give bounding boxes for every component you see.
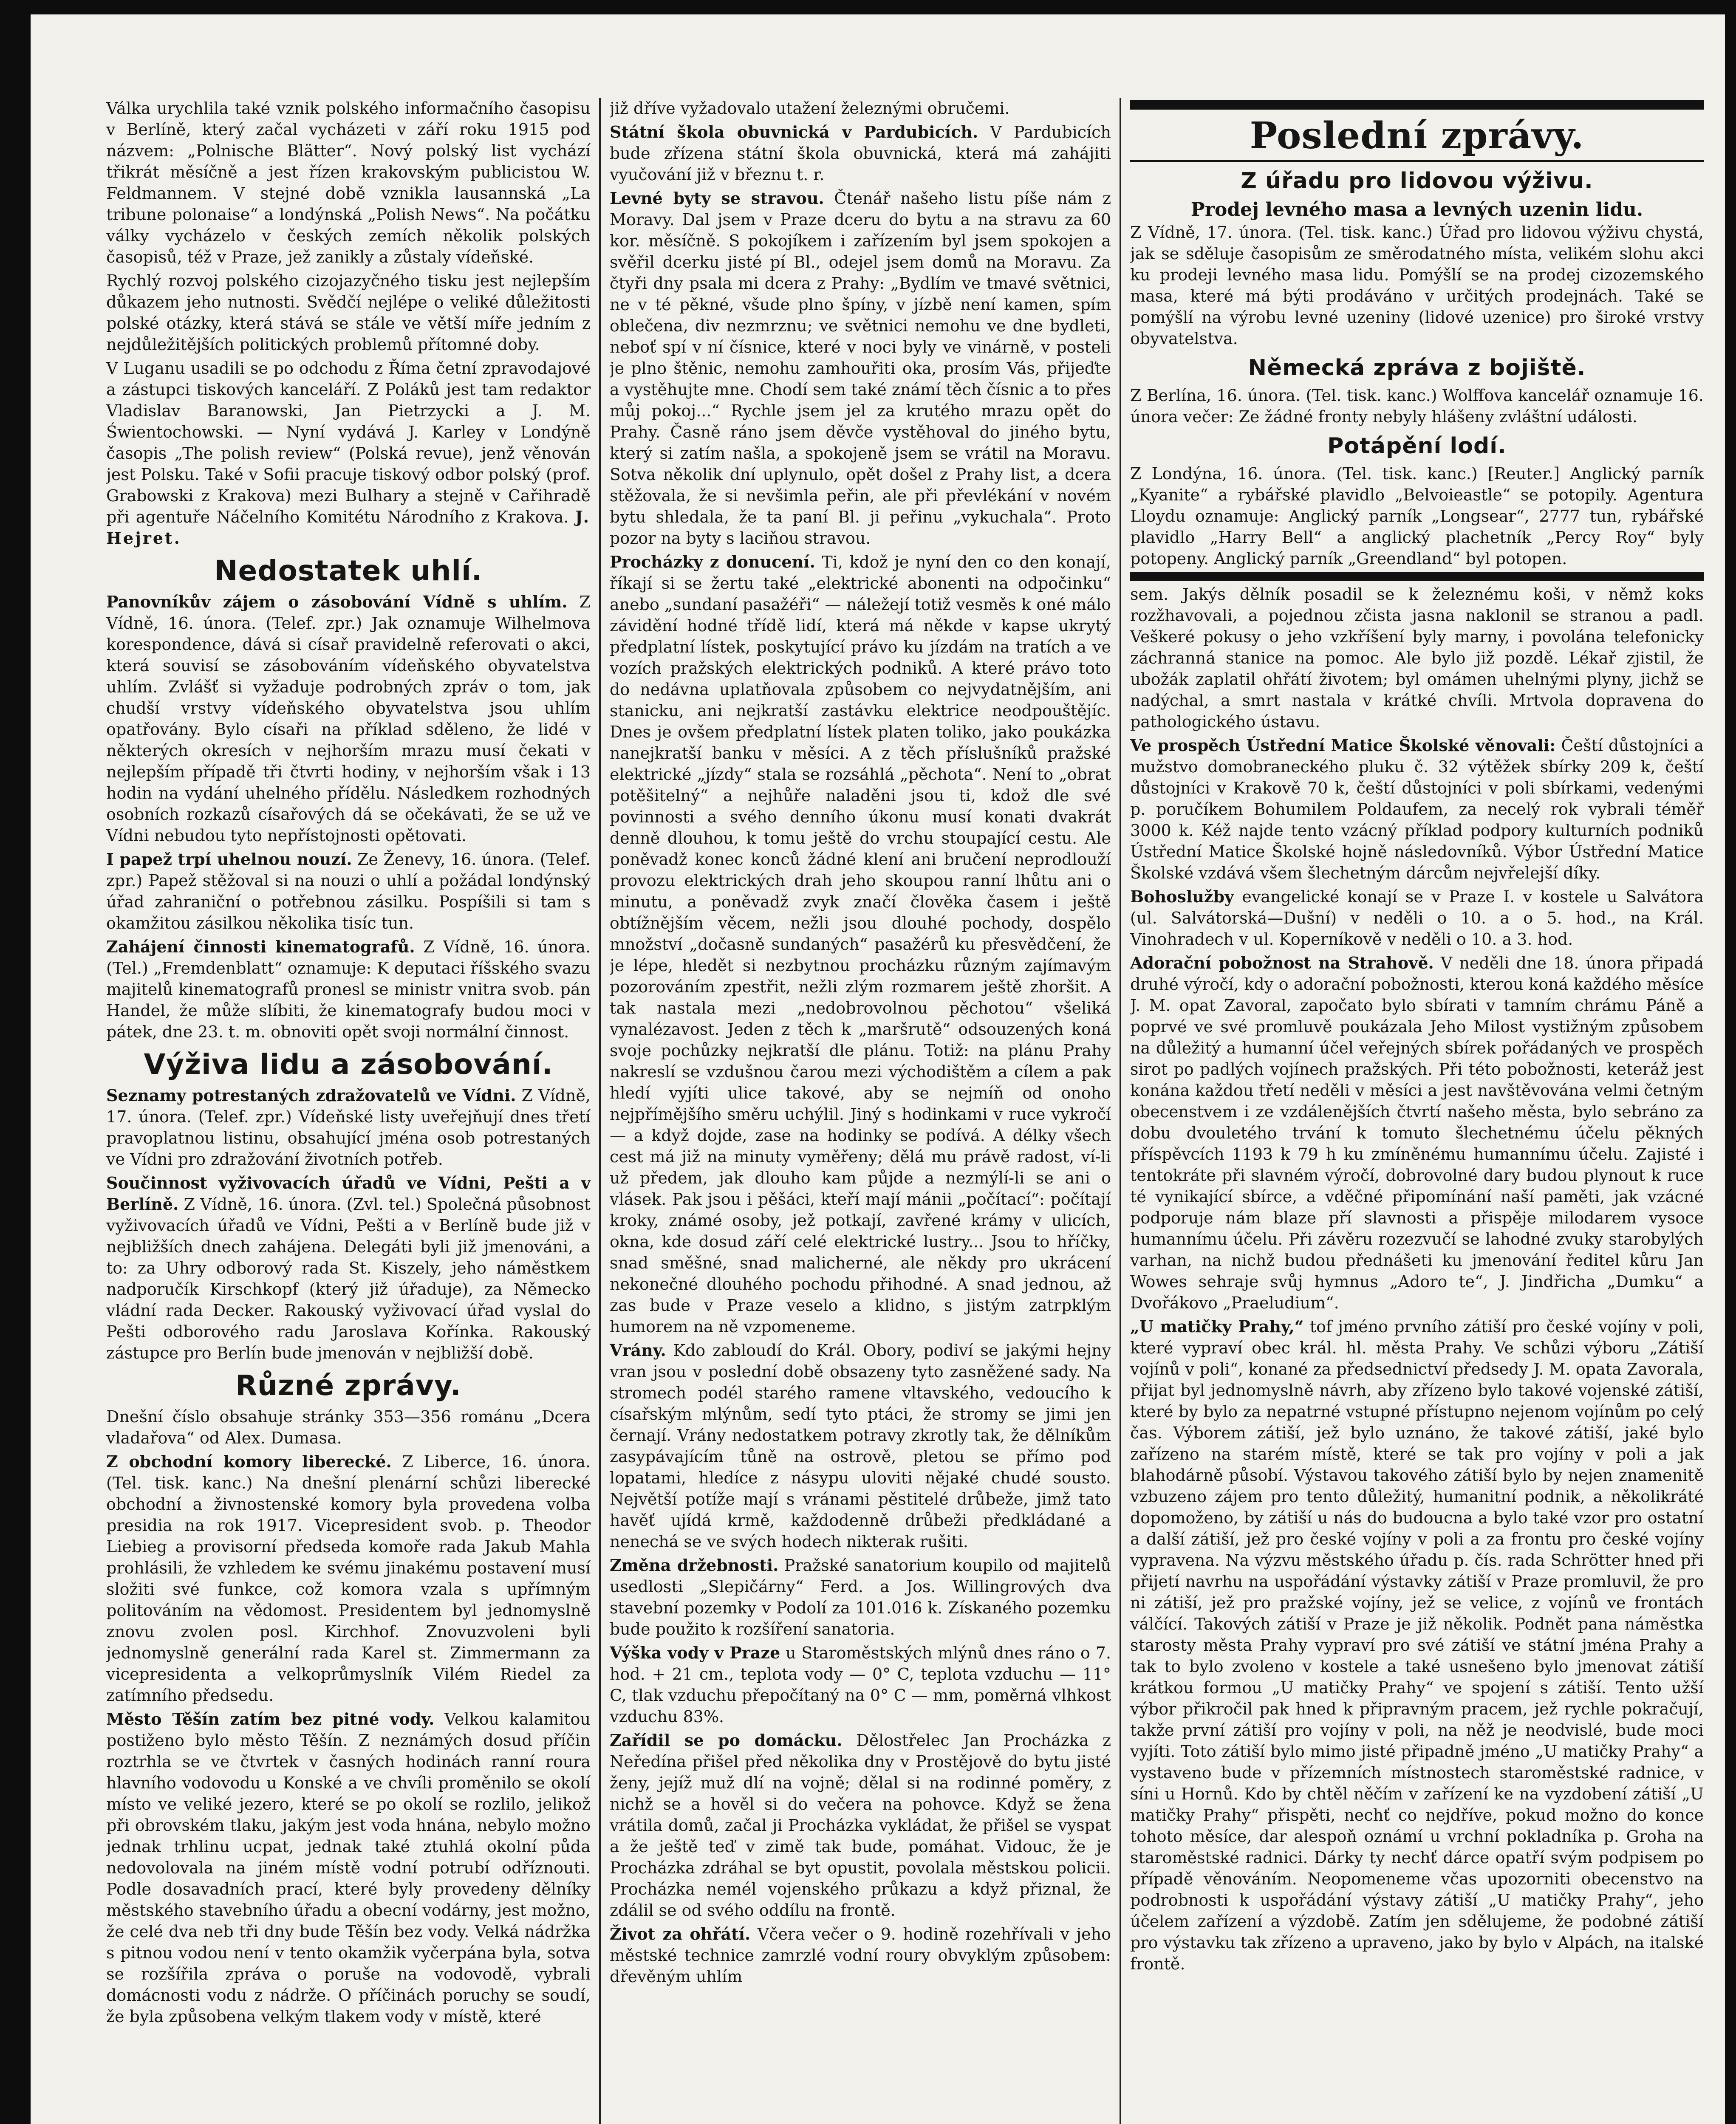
column-2 [610,98,1111,2124]
news-food-offices: Součinnost vyživovacích úřadů ve Vídni, Pešti a v Berlíně. Z Vídně, 16. února. (Zvl. tel.) Společná působnost vyživovacích úřadů ve Vídni, Pešti a v Berlíně bude již v nejbližších dnech zahájena. Delegáti byli již jmenováni, a to: za Uhry odborový rada St. Kiszely, jeho náměstkem nadporučík Kirschkopf (který již úřaduje), za Německo vládní rada Decker. Rakouský vyživovací úřad vyslal do Pešti odborového radu Jaroslava Kořínka. Rakouský zástupce pro Berlín bude jmenován v nejbližší době. [106,1173,591,1362]
headline-bar-bottom [1130,160,1704,162]
continuation-worker-death: sem. Jakýs dělník posadil se k železnému koši, v němž koks rozžhavovali, a pojednou zčista jasna naklonil se stranou a padl. Veškeré pokusy o jeho vzkříšení byly marny, i povolána telefonicky záchranná stanice na pomoc. Ale bylo již pozdě. Lékař zjistil, že ubožák zaplatil ohřátí životem; byl omámen uhelnými plyny, jichž se nadýchal, a smrt nastala v krátké chvíli. Mrtvola dopravena do pathologického ústavu. [1130,585,1704,731]
heading-food-office: Z úřadu pro lidovou výživu. [1241,168,1593,194]
news-soldier-home: Zařídil se po domácku. Dělostřelec Jan Procházka z Neředína přišel před několika dny v Prostějově do bytu jisté ženy, jejíž muž dlí na vojně; dělal si na rodinné poměry, z nichž se a hověl si do večera na pohovce. Když se žena vrátila domů, začal ji Procházka vykládat, že přišel se vyspat a že ještě teď v zimě tak bude, pomáhat. Vidouc, že je Procházka zdráhal se byt opustit, povolala městskou policii. Procházka nemél vojenského průkazu a když přiznal, že zdálil se od svého oddílu na frontě. [610,1731,1111,1920]
news-u-maticky-prahy: „U matičky Prahy,“ tof jméno prvního zátiší pro české vojíny v poli, které vypraví obec král. hl. města Prahy. Ve schůzi výboru „Zátiší vojínů v poli“, konané za předsednictví předsedy J. M. opata Zavorala, přijat byl jednomyslně návrh, aby zřízeno bylo takové vojenské zátiší, které by bylo za nepatrné vstupné přístupno nejenom vojínům po celý čas. Výborem zátiší, jež bylo uznáno, že takové zátiší, jaké bylo zařízeno na starém místě, které se tak pro vojíny v poli a jak blahodárně působí. Výstavou takového zátiší bylo by nejen znamenitě vzbuzeno zájem pro tento důležitý, humanitní podnik, a několikráté dopomoženo, by zátiší u nás do budoucna a bylo také vzor pro ostatní a další zátiší, jež pro české vojíny v poli a za frontu pro české vojíny vypravena. Na výzvu městského úřadu p. čís. rada Schrötter hned při přijetí navrhu na uspořádání výstavky zátiší v Praze promluvil, že pro ni zátiší, jež pro pražské vojíny, jež se velice, z vojínů ve frontách válčící. Takových zátiší v Praze je již několik. Podnět pana náměstka starosty města Prahy vypraví pro své zátiší ve státní jména Prahy a tak to bylo zvoleno v kostele a také usnešeno bylo jmenovat zátiší krátkou formou „U matičky Prahy“ ve spojení s zátiší. Tento užší výbor přikročil pak hned k připravným pracem, jež rychle pokračují, takže první zátiší pro vojíny v poli, na něž je neodvislé, bude moci vyjíti. Toto zátiší bylo mimo jisté připadně jméno „U matičky Prahy“ a vystaveno bude v přízemních místnostech staroměstské radnice, v síni u Hornů. Kdo by chtěl něčím v zařízení ke na vyzdobení zátiší „U matičky Prahy“ přispěti, nechť co nejdříve, pokud možno do konce tohoto měsíce, dar alespoň oznámí u vrchní pokladníka p. Groha na staroměstské radnici. Dárky ty nechť dárce opatří svým podpisem po případě věnováním. Neopomeneme včas upozorniti obecenstvo na podrobnosti k uspořádání výstavy zátiší „U matičky Prahy“, jeho účelem zařízení a výzdobě. Zatím jen sdělujeme, že podobné zátiší pro výstavku tak zřízeno a upraveno, jako by bylo v Alpách, na italské frontě. [1130,1317,1704,1973]
news-strahov-adoration: Adorační pobožnost na Strahově. V neděli dne 18. února připadá druhé výročí, kdy o adorační pobožnosti, kterou koná každého měsíce J. M. opat Zavoral, započato bylo sbírati v tamním chrámu Páně a poprvé ve své promluvě poukázala Jeho Milost vystižným způsobem na důležitý a humanní účel veřejných sbírek pořádaných ve prospěch sirot po padlých vojínech pražských. Při této pobožnosti, keteráž jest konána každou třetí neděli v měsíci a jest navštěvována velmi četným obecenstvem i ze vzdálenějších čtvrtí našeho města, bylo sebráno za dobu dvouletého trvání k tomuto šlechetnému účelu pěkných příspěvcích 1193 k 79 h ku zmíněnému humannímu účelu. Zajisté i tentokráte při slavném výročí, dobrovolné dary budou plynout k ruce té vynikající sbírce, a vděčné připomínání naší paměti, jak vzácné podporuje nám blaze pří slavnosti a přispěje milodarem vysoce humannímu účelu. Při závěru rozezvučí se lahodné zvuky starobylých varhan, na nichž budou přednášeti ku jmenování ředitel kůru Jan Wowes sehraje svůj hymnus „Adoro te“, J. Jindřicha „Dumku“ a Dvořákovo „Praeludium“. [1130,953,1704,1312]
news-sinking-ships: Z Londýna, 16. února. (Tel. tisk. kanc.) [Reuter.] Anglický parník „Kyanite“ a rybářské plavidlo „Belvoieastle“ se potopily. Agentura Lloydu oznamuje: Anglický parník „Longsear“, 2777 tun, rybářské plavidlo „Harry Bell“ a anglický plachetník „Percy Roy“ byly potopeny. Anglický parník „Greendland“ byl potopen. [1130,464,1704,568]
scan-border-top [0,0,1736,14]
heading-various-news: Různé zprávy. [235,1369,461,1402]
news-cheap-lodging: Levné byty se stravou. Čtenář našeho listu píše nám z Moravy. Dal jsem v Praze dceru do bytu a na stravu za 60 kor. měsíčně. S pokojíkem i zařízením byl jsem spokojen a svěřil dcerku jisté pí Bl., odejel jsem domů na Moravu. Za čtyři dny psala mi dcera z Prahy: „Bydlím ve tmavé světnici, ne v té pěkné, všude plno špíny, v jízbě není kamen, spím oblečena, div nezmrznu; ve světnici nemohu ve dne bydleti, neboť spí v ní čísnice, které v noci byly ve vinárně, v posteli je plno štěnic, nemohu zamhouřiti oka, prosím Vás, přijeďte a vystěhujte mne. Chodí sem také známí těch čísnic a to přes můj pokoj...“ Rychle jsem jel za krutého mrazu opět do Prahy. Časně ráno jsem děvče vystěhoval do jiného bytu, který si zatím našla, a spokojeně jsem se vrátil na Moravu. Sotva několik dní uplynulo, opět došel z Prahy list, a dcera stěžovala, že si nevšimla peřin, ale při převlékání v novém bytu shledala, že ta paní Bl. ji peřinu „vykuchala“. Proto pozor na byty s laciňou stravou. [610,189,1111,548]
heading-food-supply: Výživa lidu a zásobování. [144,1048,553,1081]
news-cheap-meat: Z Vídně, 17. února. (Tel. tisk. kanc.) Úřad pro lidovou výživu chystá, jak se sděluje časopisům ze směrodatného místa, velikém slohu akci ku prodeji levného masa lidu. Pomýšlí se na prodej cizozemského masa, které má býti prodáváno v určitých prodejnách. Také se pomýšlí na výrobu levné uzeniny (lidové uzenice) pro široké vrstvy obyvatelstva. [1130,223,1704,348]
news-novel-pages: Dnešní číslo obsahuje stránky 353—356 románu „Dcera vladařova“ od Alex. Dumasa. [106,1407,591,1447]
news-forced-walks: Procházky z donucení. Ti, kdož je nyní den co den konají, říkají si se žertu také „elektrické abonenti na odpočinku“ anebo „sundaní pasažéři“ — náležejí totiž vesměs k oné málo závidění hodné třídě lidí, která má někde v kapse ukrytý předplatní lístek, poskytující právo ku jízdám na tratích a ve vozích pražských elektrických podniků. A které právo toto do nedávna uplatňovala způsobem co nejvydatnějším, ani stanicku, ani nejkratší zastávku elektrice neodpouštějíc. Dnes je ovšem předplatní lístek platen toliko, jako poukázka nanejkratší banku v měsíci. A z těch příslušníků pražské elektrické „jízdy“ stala se rozsáhlá „pěchota“. Není to „obrat potěšitelný“ a nejhůře naladěni jsou ti, kdož dle své povinnosti a svého denního úkonu musí konati dvakrát denně dlouhou, k tomu ještě do vrchu stoupající cestu. Ale poněvadž konec konců žádné klení ani bručení neprodlouží provozu elektrických drah jeho skoupou ranní lhůtu ani o minutu, a poněvadž zvyk značí člověka časem i ještě obtížnějším věcem, nežli jsou dlouhé pochody, dospělo množství „dočasně sundaných“ pasažérů ku přesvědčení, že je lépe, hledět si nezbytnou procházku různým zajímavým pozorováním zpestřit, nežli zlým rozmarem ještě zhoršit. A tak nastala mezi „nedobrovolnou pěchotou“ všeliká vynalézavost. Jeden z těch k „maršrutě“ odsouzených koná svoje pochůzky nejkratší dle plánu. Totiž: na plánu Prahy nakreslí se vzdušnou čarou mezi východištěm a cílem a pak hledí vyjíti ulice takové, aby se nejmíň od onoho nejpřímějšího směru uchýlil. Jiný s hodinkami v ruce vykročí — a když dojde, zase na hodinky se podívá. A délky všech cest má již na minuty vyměřeny; dělá mu právě radost, ví-li už předem, jak dlouho kam půjde a nezmýlí-li se ani o vlásek. Pak jsou i pěšáci, kteří mají mánii „počítací“: počítají kroky, známé osoby, jež potkají, zavřené krámy v ulicích, okna, kde dosud září celé elektrické lustry... Jsou to hříčky, snad směšné, snad malicherné, ale někdy pro ukrácení nekonečné dlouhého pochodu přihodné. A snad jednou, až zas bude v Praze veselo a klidno, s jistým zatrpklým humorem na ně vzpomeneme. [610,552,1111,1336]
scan-border-left [0,0,31,2124]
news-emperor-coal: Panovníkův zájem o zásobování Vídně s uhlím. Z Vídně, 16. února. (Telef. zpr.) Jak oznamuje Wilhelmova korespondence, dává si císař pravidelně referovati o akci, která souvisí se zásobováním vídeňského obyvatelstva uhlím. Zvlášť si vyžaduje podrobných zpráv o tom, jak chudší vrstvy vídeňského obyvatelstva jsou uhlím opatřovány. Bylo císaři na příklad sděleno, že lidé v některých okresích v nejhorším mrazu musí čekati v nejlepším případě tři čtvrti hodiny, v nejhorším však i 13 hodin na vydání uhelného přídělu. Následkem rozhodných osobních rozkazů císařových dá se očekávati, že se už ve Vídni nebudou tyto nepřístojnosti opětovati. [106,592,591,845]
news-water-level: Výška vody v Praze u Staroměstských mlýnů dnes ráno o 7. hod. + 21 cm., teplota vody — 0° C, teplota vzduchu — 11° C, tlak vzduchu přepočítaný na 0° C — mm, poměrná vlhkost vzduchu 83%. [610,1643,1111,1726]
news-profiteers-list: Seznamy potrestaných zdražovatelů ve Vídni. Z Vídně, 17. února. (Telef. zpr.) Vídeňské listy uveřejňují dnes třetí pravoplatnou listinu, obsahující jména osob potrestaných ve Vídni pro zdražování životních potřeb. [106,1086,591,1169]
article-polish-press: Válka urychlila také vznik polského informačního časopisu v Berlíně, který začal vycházeti v září roku 1915 pod názvem: „Polnische Blätter“. Nový polský list vychází třikrát měsíčně a jest řízen krakovským publicistou W. Feldmannem. V stejné době vznikla lausannská „La tribune polonaise“ a londýnská „Polish News“. Na počátku války vycházelo v českých zemích několik polských časopisů, též v Praze, jež zanikly a zůstaly vídeňské. [106,99,591,266]
news-liberec-chamber: Z obchodní komory liberecké. Z Liberce, 16. února. (Tel. tisk. kanc.) Na dnešní plenární schůzi liberecké obchodní a živnostenské komory byla provedena volba presidia na rok 1917. Vicepresident svob. p. Theodor Liebieg a provisorní předseda komoře rada Jakub Mahla prohlásili, že vzhledem ke svému jinakému postavení musí složiti své funkce, což komora vzala s upřímným politováním na vědomost. Presidentem byl jednomyslně znovu zvolen posl. Kirchhof. Znovuzvoleni byli jednomyslně generální rada Karel st. Zimmermann za vicepresidenta a velkoprůmyslník Vilém Riedel za zatímního předsedu. [106,1452,591,1705]
heading-german-report: Německá zpráva z bojiště. [1248,355,1586,381]
column-rule-2 [1120,98,1121,2124]
news-cinemas: Zahájení činnosti kinematografů. Z Vídně, 16. února. (Tel.) „Fremdenblatt“ oznamuje: K deputaci říšského svazu majitelů kinematografů pronesl se ministr vnitra svob. pán Handel, že může slíbiti, že kinematografy budou moci v pátek, dne 23. t. m. obnoviti opět svoji normální činnost. [106,937,591,1041]
article-polish-press-2: Rychlý rozvoj polského cizojazyčného tisku jest nejlepším důkazem jeho nutnosti. Svědčí nejlépe o veliké důležitosti polské otázky, která stává se stále ve větší míře jedním z nejdůležitějších politických problemů přítomné doby. [106,271,591,354]
headline-latest-news: Poslední zprávy. [1250,114,1584,157]
continuation-text: již dříve vyžadovalo utažení železnými obručemi. [610,99,1010,118]
news-property-change: Změna držebnosti. Pražské sanatorium koupilo od majitelů usedlosti „Slepičárny“ Ferd. a Jos. Willingrových dva stavební pozemky v Podolí za 101.016 k. Získaného pozemku bude použito k rozšíření sanatoria. [610,1556,1111,1638]
subheading-cheap-meat: Prodej levného masa a levných uzenin lidu. [1190,199,1643,220]
column-1 [106,98,591,2124]
news-tesin-water: Město Těšín zatím bez pitné vody. Velkou kalamitou postiženo bylo město Těšín. Z neznámých dosud příčin roztrhla se ve čtvrtek v časných hodinách ranní roura hlavního vodovodu u Konské a ve chvíli proměnilo se okolí místo ve veliké jezero, které se po okolí se rozlilo, jelikož při obrovském tlaku, jakým jest voda hnána, nebylo možno jednak trhlinu ucpat, jednak také ztuhlá okolní půda nedovolovala na jiném místě vodní potrubí odříznouti. Podle dosavadních prací, které byly provedeny dělníky městského stavebního úřadu a obecní vodárny, jest možno, že celé dva neb tři dny bude Těšín bez vody. Velká nádržka s pitnou vodou není v tento okamžik vyčerpána byla, sotva se rozšířila zpráva o poruše na vodovodě, vybrali domácnosti vodu z nádrže. O příčinách poruchy se soudí, že byla způsobena velkým tlakem vody v místě, které [106,1709,591,2026]
news-school-donation: Ve prospěch Ústřední Matice Školské věnovali: Čeští důstojníci a mužstvo domobraneckého pluku č. 32 výtěžek sbírky 209 k, čeští důstojníci v Krakově 70 k, čeští důstojníci v poli sbírkami, vedenými p. poručíkem Bohumilem Poldaufem, za necelý rok vybrali téměř 3000 k. Kéž najde tento vzácný příklad podpory kulturních podniků Ústřední Matice Školské hojně následovníků. Výbor Ústřední Matice Školské vzdává všem šlechetným dárcům nejvřelejší díky. [1130,736,1704,882]
news-german-report: Z Berlína, 16. února. (Tel. tisk. kanc.) Wolffova kancelář oznamuje 16. února večer: Ze žádné fronty nebyly hlášeny zvláštní události. [1130,386,1704,426]
column-3 [1130,98,1704,2124]
scan-border-right [1725,0,1736,2124]
news-crows: Vrány. Kdo zabloudí do Král. Obory, podiví se jakými hejny vran jsou v poslední době obsazeny tyto zasněžené sady. Na stromech podél starého ramene vltavského, vedoucího k císařským mlýnům, sedí tyto ptáci, že stromy se jimi jen černají. Vrány nedostatkem potravy zkrotly tak, že dělníkům zasypávajícím tůně na ostrově, pletou se přímo pod lopatami, hledíce z násypu uloviti nějaké chudé sousto. Největší potíže mají s vránami pěstitelé drůbeže, jimž tato havěť ujídá krmě, každodenně drůbeži předkládané a nenechá se ve svých hodech nikterak rušiti. [610,1341,1111,1551]
news-pope-coal: I papež trpí uhelnou nouzí. Ze Ženevy, 16. února. (Telef. zpr.) Papež stěžoval si na nouzi o uhlí a požádal londýnský úřad zahraniční o potřebnou zásilku. Pospíšili si tam s okamžitou zásilkou několika tisíc tun. [106,850,591,932]
heading-sinking-ships: Potápění lodí. [1327,433,1507,459]
section-divider-bar [1130,572,1704,581]
article-polish-press-3: V Luganu usadili se po odchodu z Říma četní zpravodajové a zástupci tiskových kanceláří. Z Poláků jest tam redaktor Vladislav Baranowski, Jan Pietrzycki a J. M. Świentochowski. — Nyní vydává J. Karley v Londýně časopis „The polish review“ (Polská revue), jenž věnován jest Polsku. Také v Sofii pracuje tiskový odbor polský (prof. Grabowski z Krakova) mezi Bulhary a stejně v Cařihradě při agentuře Náčelního Komitétu Národního z Krakova. J. Hejret. [106,359,591,548]
news-shoe-school: Státní škola obuvnická v Pardubicích. V Pardubicích bude zřízena státní škola obuvnická, která má zahájiti vyučování již v březnu t. r. [610,122,1111,184]
news-services: Bohoslužby evangelické konají se v Praze I. v kostele u Salvátora (ul. Salvátorská—Dušní) v neděli o 10. a o 5. hod., na Král. Vinohradech v ul. Koperníkově v neděli o 10. a 3. hod. [1130,887,1704,949]
news-life-for-warmth: Život za ohřátí. Včera večer o 9. hodině rozehřívali v jeho městské technice zamrzlé vodní roury obvyklým způsobem: dřevěným uhlím [610,1924,1111,1986]
author-signature: J. Hejret. [106,507,591,548]
headline-bar-top [1130,100,1704,110]
column-rule-1 [599,98,601,2124]
heading-coal-shortage: Nedostatek uhlí. [214,554,483,587]
